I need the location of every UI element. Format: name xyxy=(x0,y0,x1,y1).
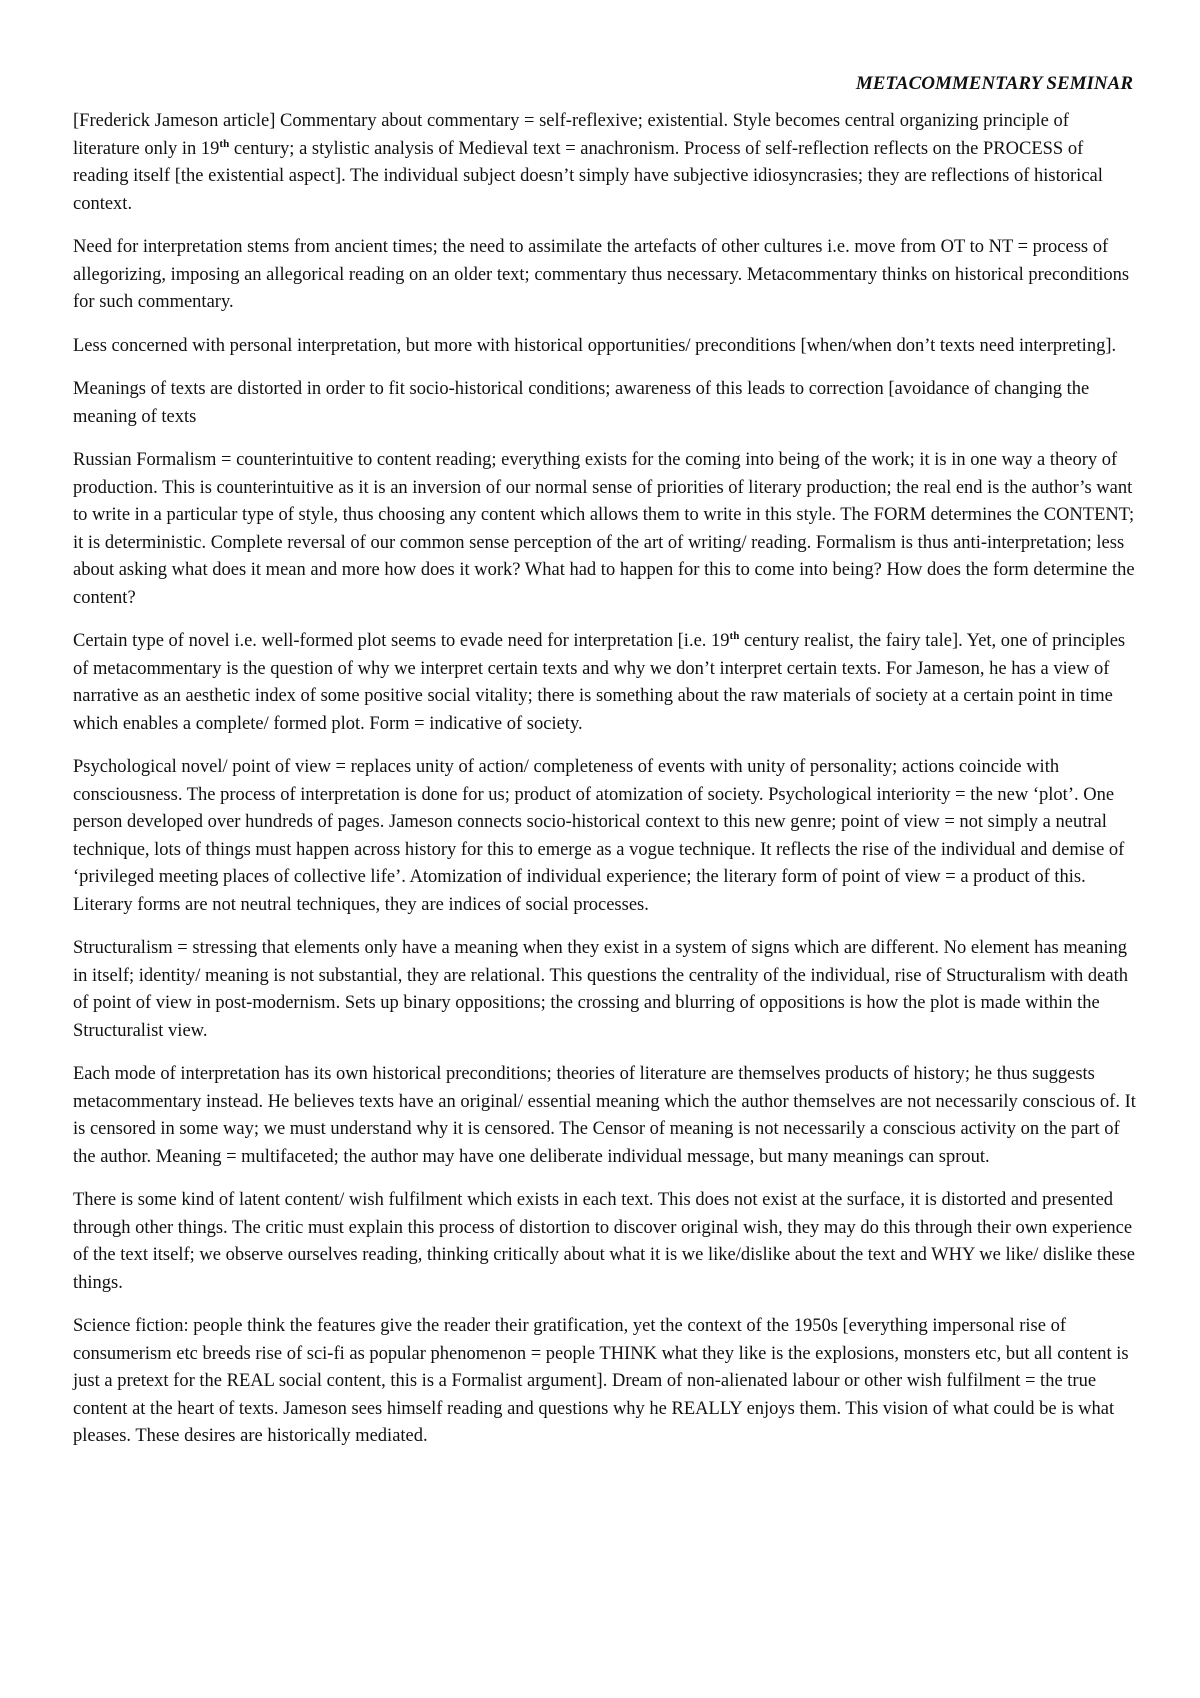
paragraph-text: Psychological novel/ point of view = replaces unity of action/ completeness of events with unity of personality; actions coincide with consciousness. The process of interpretation is done for us; product of atomization of society. Psychological interiority = the new ‘plot’. One person developed over hundreds of pages. Jameson connects socio-historical context to this new genre; point of view = not simply a neutral technique, lots of things must happen across history for this to emerge as a vogue technique. It reflects the rise of the individual and demise of ‘privileged meeting places of collective life’. Atomization of individual experience; the literary form of point of view = a product of this. Literary forms are not neutral techniques, they are indices of social processes. xyxy=(73,757,1125,915)
paragraph xyxy=(73,376,1139,431)
paragraph-text: There is some kind of latent content/ wish fulfilment which exists in each text. This does not exist at the surface, it is distorted and presented through other things. The critic must explain this process of distortion to discover original wish, they may do this through their own experience of the text itself; we observe ourselves reading, thinking critically about what it is we like/dislike about the text and WHY we like/ dislike these things. xyxy=(73,1190,1135,1293)
paragraph-text: century realist, the fairy tale]. Yet, one of principles of metacommentary is the question of why we interpret certain texts and why we don’t interpret certain texts. For Jameson, he has a view of narrative as an aesthetic index of some positive social vitality; there is something about the raw materials of society at a certain point in time which enables a complete/ formed plot. Form = indicative of society. xyxy=(73,631,1126,734)
superscript-text: th xyxy=(219,137,230,150)
paragraph-text: [Frederick Jameson article] Commentary about commentary = self-reflexive; existential. Style becomes central organizing principle of literature only in 19 xyxy=(73,111,1069,159)
page-title: METACOMMENTARY SEMINAR xyxy=(855,73,1133,94)
paragraph xyxy=(73,234,1139,317)
paragraph xyxy=(73,628,1139,738)
paragraph-text: Less concerned with personal interpretation, but more with historical opportunities/ preconditions [when/when don’t texts need interpreting]. xyxy=(73,335,1117,356)
paragraph xyxy=(73,447,1139,612)
paragraph-text: Science fiction: people think the features give the reader their gratification, yet the context of the 1950s [everything impersonal rise of consumerism etc breeds rise of sci-fi as popular phenomenon = people THINK what they like is the explosions, monsters etc, but all content is just a pretext for the REAL social content, this is a Formalist argument]. Dream of non-alienated labour or other wish fulfilment = the true content at the heart of texts. Jameson sees himself reading and questions why he REALLY enjoys them. This vision of what could be is what pleases. These desires are historically mediated. xyxy=(73,1316,1129,1446)
paragraph xyxy=(73,754,1139,919)
document-page xyxy=(73,72,1139,1467)
paragraph xyxy=(73,333,1139,361)
paragraph-text: Certain type of novel i.e. well-formed plot seems to evade need for interpretation [i.e. 19 xyxy=(73,631,730,651)
paragraph xyxy=(73,1313,1139,1451)
paragraph xyxy=(73,108,1139,218)
paragraph xyxy=(73,1187,1139,1297)
paragraph-text: Need for interpretation stems from ancient times; the need to assimilate the artefacts of other cultures i.e. move from OT to NT = process of allegorizing, imposing an allegorical reading on an older text; commentary thus necessary. Metacommentary thinks on historical preconditions for such commentary. xyxy=(73,237,1130,312)
paragraph-text: Meanings of texts are distorted in order to fit socio-historical conditions; awareness of this leads to correction [avoidance of changing the meaning of texts xyxy=(73,379,1090,427)
paragraph-text: Russian Formalism = counterintuitive to content reading; everything exists for the coming into being of the work; it is in one way a theory of production. This is counterintuitive as it is an inversion of our normal sense of priorities of literary production; the real end is the author’s want to write in a particular type of style, thus choosing any content which allows them to write in this style. The FORM determines the CONTENT; it is deterministic. Complete reversal of our common sense perception of the art of writing/ reading. Formalism is thus anti-interpretation; less about asking what does it mean and more how does it work? What had to happen for this to come into being? How does the form determine the content? xyxy=(73,450,1135,608)
document-body xyxy=(73,108,1139,1451)
paragraph-text: Each mode of interpretation has its own historical preconditions; theories of literature are themselves products of history; he thus suggests metacommentary instead. He believes texts have an original/ essential meaning which the author themselves are not necessarily conscious of. It is censored in some way; we must understand why it is censored. The Censor of meaning is not necessarily a conscious activity on the part of the author. Meaning = multifaceted; the author may have one deliberate individual message, but many meanings can sprout. xyxy=(73,1064,1136,1167)
paragraph xyxy=(73,935,1139,1045)
paragraph-text: century; a stylistic analysis of Medieval text = anachronism. Process of self-reflection reflects on the PROCESS of reading itself [the existential aspect]. The individual subject doesn’t simply have subjective idiosyncrasies; they are reflections of historical context. xyxy=(73,138,1103,214)
paragraph-text: Structuralism = stressing that elements only have a meaning when they exist in a system of signs which are different. No element has meaning in itself; identity/ meaning is not substantial, they are relational. This questions the centrality of the individual, rise of Structuralism with death of point of view in post-modernism. Sets up binary oppositions; the crossing and blurring of oppositions is how the plot is made within the Structuralist view. xyxy=(73,938,1128,1041)
paragraph xyxy=(73,1061,1139,1171)
superscript-text: th xyxy=(729,629,740,642)
